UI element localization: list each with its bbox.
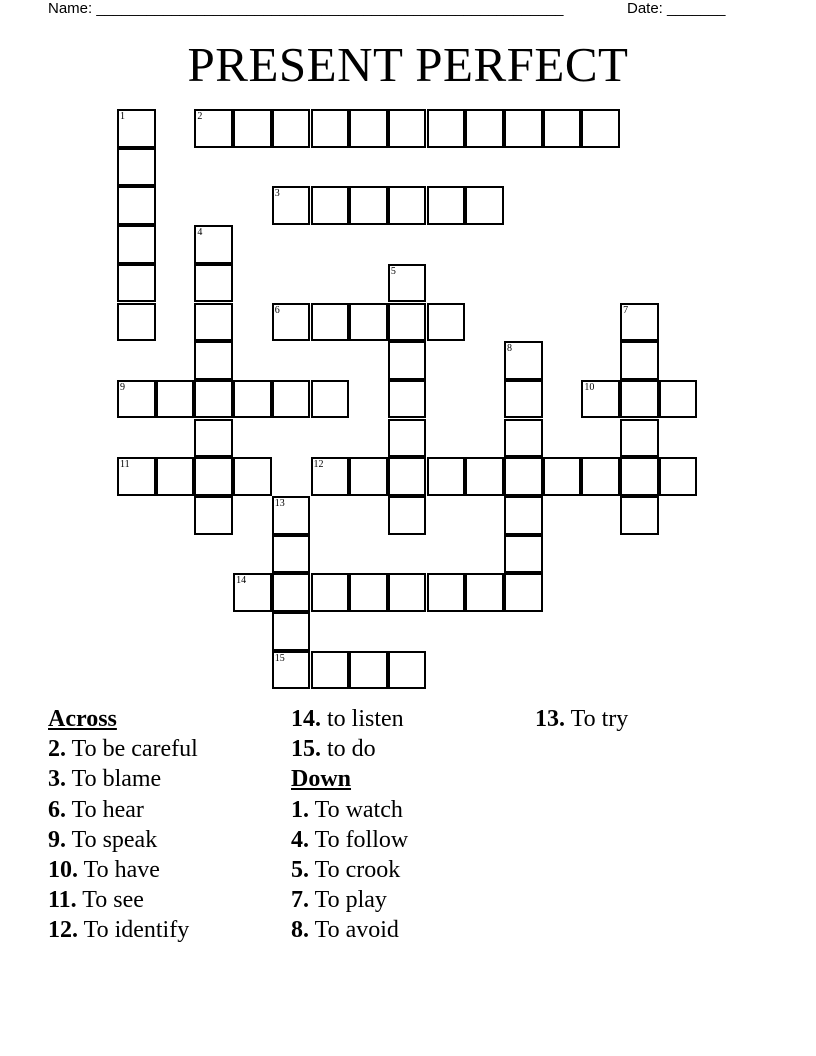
grid-cell[interactable] (388, 341, 427, 380)
date-label: Date: (627, 0, 668, 17)
grid-cell[interactable] (388, 109, 427, 148)
grid-cell[interactable] (194, 380, 233, 419)
grid-cell[interactable] (349, 186, 388, 225)
grid-cell[interactable] (272, 109, 311, 148)
clues-column-3 (535, 704, 628, 734)
date-line: _______ (667, 0, 726, 17)
grid-cell[interactable] (388, 380, 427, 419)
clue-number: 11 (120, 459, 130, 471)
grid-cell[interactable] (504, 419, 543, 458)
grid-cell[interactable] (388, 457, 427, 496)
grid-cell[interactable] (117, 148, 156, 187)
clue-number: 2 (197, 111, 203, 122)
grid-cell[interactable] (427, 109, 466, 148)
grid-cell[interactable] (194, 225, 233, 264)
grid-cell[interactable] (349, 573, 388, 612)
grid-cell[interactable] (194, 341, 233, 380)
grid-cell[interactable] (117, 380, 156, 419)
date-field[interactable] (627, 0, 725, 17)
grid-cell[interactable] (427, 186, 466, 225)
grid-cell[interactable] (620, 496, 659, 535)
grid-cell[interactable] (388, 303, 427, 342)
grid-cell[interactable] (465, 573, 504, 612)
grid-cell[interactable] (620, 457, 659, 496)
grid-cell[interactable] (504, 573, 543, 612)
grid-cell[interactable] (581, 380, 620, 419)
grid-cell[interactable] (388, 419, 427, 458)
clue-number: 1 (120, 111, 125, 122)
clue-number: 5 (390, 265, 396, 277)
grid-cell[interactable] (311, 380, 350, 419)
clue-across-6: 6. To hear (48, 796, 144, 823)
grid-cell[interactable] (272, 612, 311, 651)
grid-cell[interactable] (311, 186, 350, 225)
grid-cell[interactable] (272, 651, 311, 690)
grid-cell[interactable] (233, 380, 272, 419)
clue-across-9: 9. To speak (48, 826, 158, 853)
grid-cell[interactable] (156, 457, 195, 496)
grid-cell[interactable] (194, 457, 233, 496)
grid-cell[interactable] (194, 303, 233, 342)
grid-cell[interactable] (427, 457, 466, 496)
grid-cell[interactable] (272, 186, 311, 225)
grid-cell[interactable] (311, 651, 350, 690)
clue-across-14: 14. to listen (291, 706, 404, 732)
grid-cell[interactable] (620, 380, 659, 419)
clue-number: 12 (313, 459, 324, 471)
grid-cell[interactable] (311, 457, 350, 496)
clue-number: 15 (274, 652, 285, 664)
grid-cell[interactable] (311, 109, 350, 148)
name-field[interactable] (48, 0, 564, 17)
clue-across-3: 3. To blame (48, 766, 162, 793)
grid-cell[interactable] (465, 109, 504, 148)
grid-cell[interactable] (388, 186, 427, 225)
grid-cell[interactable] (349, 457, 388, 496)
clue-down-7: 7. To play (291, 887, 387, 914)
grid-cell[interactable] (233, 457, 272, 496)
grid-cell[interactable] (117, 225, 156, 264)
clue-number: 10 (584, 381, 595, 393)
grid-cell[interactable] (465, 186, 504, 225)
grid-cell[interactable] (194, 109, 233, 148)
grid-cell[interactable] (311, 303, 350, 342)
name-line: ________________________________________________________ (96, 0, 564, 17)
grid-cell[interactable] (620, 419, 659, 458)
grid-cell[interactable] (117, 109, 156, 148)
grid-cell[interactable] (272, 303, 311, 342)
grid-cell[interactable] (427, 573, 466, 612)
grid-cell[interactable] (349, 109, 388, 148)
grid-cell[interactable] (504, 457, 543, 496)
grid-cell[interactable] (388, 496, 427, 535)
clue-across-2: 2. To be careful (48, 736, 198, 763)
grid-cell[interactable] (504, 109, 543, 148)
grid-cell[interactable] (349, 651, 388, 690)
clue-across-15: 15. to do (291, 736, 376, 763)
name-label: Name: (48, 0, 97, 17)
grid-cell[interactable] (272, 496, 311, 535)
grid-cell[interactable] (194, 496, 233, 535)
grid-cell[interactable] (620, 341, 659, 380)
grid-cell[interactable] (233, 573, 272, 612)
clue-number: 7 (623, 304, 629, 316)
grid-cell[interactable] (388, 264, 427, 303)
clue-down-4: 4. To follow (291, 826, 409, 853)
clue-number: 13 (274, 498, 285, 509)
grid-cell[interactable] (581, 109, 620, 148)
grid-cell[interactable] (272, 380, 311, 419)
clue-down-8: 8. To avoid (291, 917, 399, 944)
page-title: PRESENT PERFECT (187, 37, 629, 92)
clue-down-13: 13. To try (535, 706, 629, 732)
grid-cell[interactable] (272, 535, 311, 574)
clue-down-5: 5. To crook (291, 857, 401, 884)
grid-cell[interactable] (659, 457, 698, 496)
grid-cell[interactable] (620, 303, 659, 342)
grid-cell[interactable] (659, 380, 698, 419)
clue-number: 14 (236, 575, 247, 587)
grid-cell[interactable] (388, 573, 427, 612)
grid-cell[interactable] (581, 457, 620, 496)
clue-number: 9 (120, 381, 125, 393)
grid-cell[interactable] (311, 573, 350, 612)
clues-column-2 (291, 704, 408, 946)
grid-cell[interactable] (504, 341, 543, 380)
grid-cell[interactable] (194, 419, 233, 458)
grid-cell[interactable] (117, 303, 156, 342)
grid-cell[interactable] (504, 535, 543, 574)
clues-column-1 (48, 704, 198, 946)
grid-cell[interactable] (233, 109, 272, 148)
clue-across-10: 10. To have (48, 857, 160, 884)
grid-cell[interactable] (543, 457, 582, 496)
clue-number: 3 (274, 188, 280, 200)
grid-cell[interactable] (465, 457, 504, 496)
clue-down-1: 1. To watch (291, 796, 403, 823)
clue-across-12: 12. To identify (48, 917, 190, 944)
clue-number: 6 (274, 304, 280, 316)
grid-cell[interactable] (117, 264, 156, 303)
grid-cell[interactable] (427, 303, 466, 342)
grid-cell[interactable] (272, 573, 311, 612)
grid-cell[interactable] (117, 457, 156, 496)
grid-cell[interactable] (349, 303, 388, 342)
grid-cell[interactable] (194, 264, 233, 303)
clue-number: 8 (507, 343, 512, 355)
clue-number: 4 (197, 227, 203, 239)
grid-cell[interactable] (156, 380, 195, 419)
clue-across-11: 11. To see (48, 887, 144, 914)
down-heading: Down (291, 766, 352, 793)
grid-cell[interactable] (117, 186, 156, 225)
grid-cell[interactable] (504, 380, 543, 419)
grid-cell[interactable] (504, 496, 543, 535)
grid-cell[interactable] (543, 109, 582, 148)
grid-cell[interactable] (388, 651, 427, 690)
across-heading: Across (48, 706, 117, 732)
